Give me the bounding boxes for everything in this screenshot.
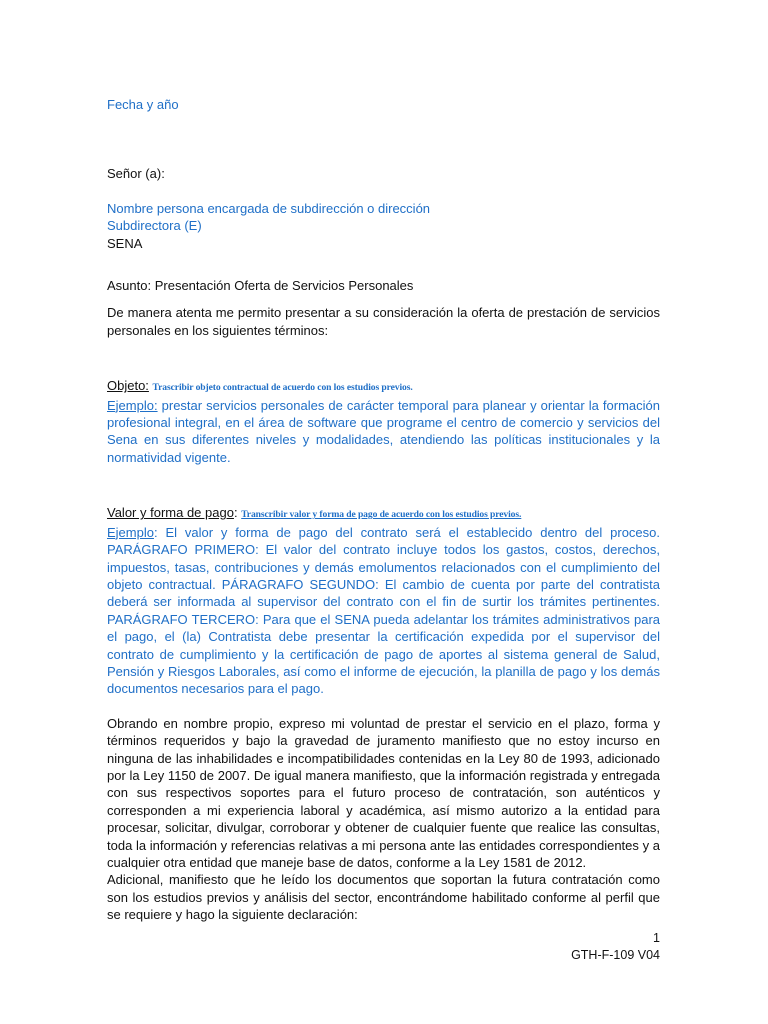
recipient-name-placeholder: Nombre persona encargada de subdirección o dirección xyxy=(107,200,431,216)
objeto-example-text: prestar servicios personales de carácter temporal para planear y orientar la formación profesional integral, en el área de software que programe el centro de comercio y servicios del Sena en sus diferentes niveles y modalidades, atendiendo las políticas institucionales y la normatividad vigente. xyxy=(107,397,660,465)
objeto-example-label: Ejemplo: xyxy=(107,397,158,413)
subject-text: Presentación Oferta de Servicios Personales xyxy=(154,278,414,294)
objeto-heading xyxy=(107,377,660,396)
objeto-instruction: Trascribir objeto contractual de acuerdo con los estudios previos. xyxy=(152,382,413,394)
intro-paragraph: De manera atenta me permito presentar a su consideración la oferta de prestación de servicios personales en los siguientes términos: xyxy=(107,305,660,338)
objeto-label: Objeto: xyxy=(107,378,149,394)
valor-example-label: Ejemplo xyxy=(107,524,154,540)
objeto-section xyxy=(107,377,660,466)
declaration-paragraph: Obrando en nombre propio, expreso mi voluntad de prestar el servicio en el plazo, forma y términos requeridos y bajo la gravedad de juramento manifiesto que no estoy incurso en ninguna de las inhabilidades e incompatibilidades contenidas en la Ley 80 de 1993, adicionado por la Ley 1150 de 2007. De igual manera manifiesto, que la información registrada y entregada con sus respectivos soportes para el futuro proceso de contratación, son auténticos y corresponden a mi experiencia laboral y académica, así mismo autorizo a la entidad para procesar, solicitar, divulgar, corroborar y obtener de cualquier fuente que realice las consultas, toda la información y referencias relativas a mi persona ante las entidades correspondientes y a cualquier otra entidad que maneje base de datos, conforme a la Ley 1581 de 2012. xyxy=(107,715,660,870)
valor-example-text: : El valor y forma de pago del contrato será el establecido dentro del proceso. PARÁGRAFO PRIMERO: El valor del contrato incluye todos los gastos, costos, derechos, impuestos, tasas, contribuciones y demás emolumentos relacionados con el cumplimiento del objeto contractual. PÁRAGRAFO SEGUNDO: El cambio de cuenta por parte del contratista deberá ser informada al supervisor del contrato con el fin de surtir los trámites pertinentes. PARÁGRAFO TERCERO: Para que el SENA pueda adelantar los trámites administrativos para el pago, el (la) Contratista debe presentar la certificación expedida por el supervisor del contrato de cumplimiento y la certificación de pago de aportes al sistema general de Salud, Pensión y Riesgos Laborales, así como el informe de ejecución, la planilla de pago y los demás documentos necesarios para el pago. xyxy=(107,524,660,697)
form-code: GTH-F-109 V04 xyxy=(571,948,660,962)
subject-label: Asunto: xyxy=(107,278,152,294)
additional-paragraph: Adicional, manifiesto que he leído los documentos que soportan la futura contratación como son los estudios previos y análisis del sector, encontrándome habilitado conforme al perfil que se requiere y hago la siguiente declaración: xyxy=(107,872,660,923)
page-number: 1 xyxy=(653,931,660,945)
valor-heading xyxy=(107,504,660,523)
objeto-example xyxy=(107,397,660,467)
valor-instruction: Transcribir valor y forma de pago de acuerdo con los estudios previos. xyxy=(241,509,522,521)
valor-label: Valor y forma de pago xyxy=(107,505,234,521)
valor-colon: : xyxy=(233,505,238,521)
recipient-position: Subdirectora (E) xyxy=(107,218,202,234)
valor-example xyxy=(107,524,660,698)
salutation: Señor (a): xyxy=(107,166,165,182)
valor-section xyxy=(107,504,660,697)
subject-line xyxy=(107,277,660,294)
recipient-block xyxy=(107,200,660,252)
recipient-organization: SENA xyxy=(107,235,143,251)
page-footer xyxy=(571,930,660,964)
date-placeholder: Fecha y año xyxy=(107,97,179,112)
